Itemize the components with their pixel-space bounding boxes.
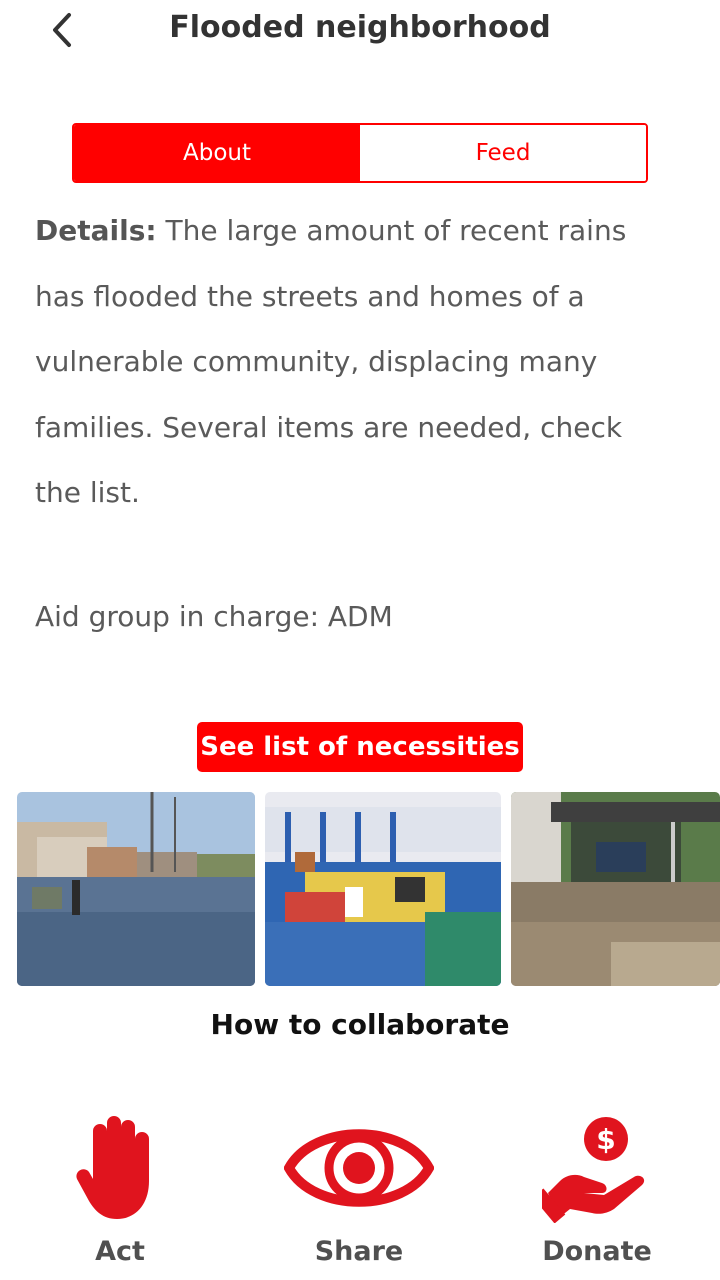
tab-about[interactable]: About — [74, 125, 360, 181]
header — [0, 0, 720, 60]
act-button[interactable] — [20, 1108, 220, 1267]
share-label: Share — [314, 1236, 404, 1267]
see-necessities-button[interactable]: See list of necessities — [197, 722, 523, 772]
segmented-tabs — [72, 123, 648, 183]
act-label: Act — [95, 1236, 145, 1267]
flooded-garage-photo[interactable] — [511, 792, 720, 986]
share-button[interactable] — [259, 1108, 459, 1267]
donate-hand-icon — [542, 1113, 652, 1223]
details-text — [35, 198, 655, 526]
eye-icon — [284, 1113, 434, 1223]
details-body: The large amount of recent rains has flooded the streets and homes of a vulnerable community, displacing many families. Several items are needed, check the list. — [35, 214, 627, 509]
page-title: Flooded neighborhood — [169, 10, 551, 45]
collaborate-heading: How to collaborate — [210, 1008, 510, 1041]
donate-button[interactable] — [497, 1108, 697, 1267]
dollar-symbol: $ — [596, 1123, 616, 1156]
tab-feed[interactable]: Feed — [360, 125, 646, 181]
donate-label: Donate — [542, 1236, 652, 1267]
aid-group-text: Aid group in charge: ADM — [35, 600, 393, 633]
details-label: Details: — [35, 214, 157, 247]
photo-gallery — [17, 792, 720, 986]
shelter-gym-photo[interactable] — [265, 792, 501, 986]
flooded-street-photo[interactable] — [17, 792, 255, 986]
hand-icon — [75, 1113, 165, 1223]
